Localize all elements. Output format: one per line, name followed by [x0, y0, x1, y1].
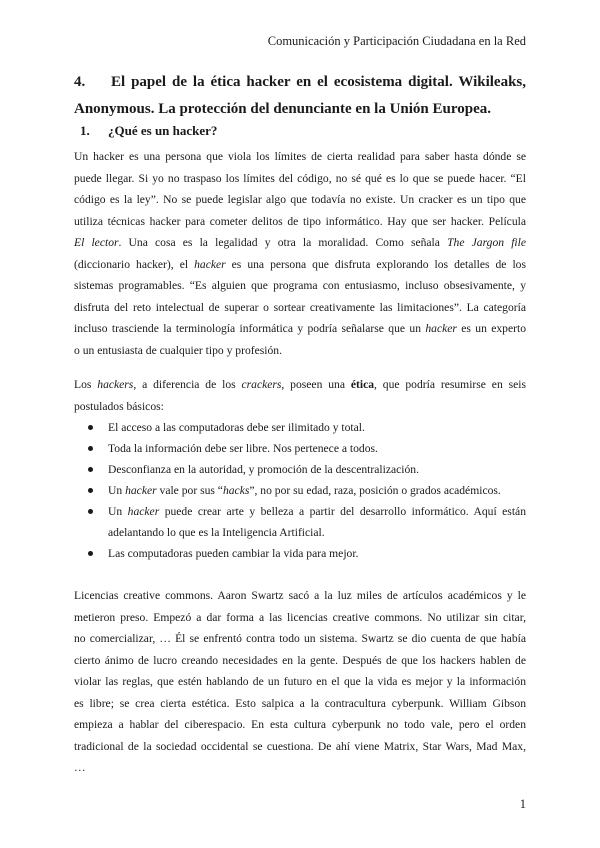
list-item-text: El acceso a las computadoras debe ser ilimitado y total. — [108, 421, 365, 434]
text-line — [74, 374, 526, 396]
subsection-number: 1. — [80, 123, 90, 138]
term-hackers: hackers — [97, 378, 134, 391]
film-title: El lector — [74, 236, 119, 249]
bullet-icon — [88, 488, 93, 493]
term-hacker: hacker — [194, 257, 226, 271]
term-hacker: hacker — [127, 505, 160, 518]
list-item — [74, 480, 526, 501]
text-line: sistemas programables. “Es alguien que programa con entusiasmo, incluso obsesivamente, y — [74, 279, 526, 292]
text-span: Los — [74, 378, 98, 391]
text-line: disfruta del reto intelectual de superar o sortear creativamente las limitaciones”. La categoría — [74, 300, 526, 314]
text-span: , poseen una — [281, 378, 351, 391]
text-line — [74, 318, 526, 340]
text-span: incluso trasciende la terminología informática y podría señalarse que un — [74, 322, 426, 335]
text-line: Licencias creative commons. Aaron Swartz sacó a la luz miles de artículos académicos y le — [74, 589, 526, 602]
text-span: Un — [108, 505, 128, 518]
bullet-icon — [88, 425, 93, 430]
section-heading — [74, 69, 526, 123]
text-line: utiliza técnicas hacker para cometer delitos de tipo informático. Hay que ser hacker. Película — [74, 214, 526, 228]
text-line: Un hacker es una persona que viola los límites de cierta realidad para saber hasta dónde se — [74, 150, 526, 163]
text-line — [74, 232, 526, 254]
text-span: vale por sus “ — [156, 484, 223, 497]
text-span: es una persona que disfruta explorando los detalles de los — [225, 257, 526, 271]
list-item — [74, 543, 526, 564]
text-line: empieza a hablar del ciberespacio. En esta cultura cyberpunk no todo vale, pero el orden — [74, 718, 526, 731]
bullet-icon — [88, 551, 93, 556]
list-item-text: Toda la información debe ser libre. Nos pertenece a todos. — [108, 442, 378, 455]
subsection-title: ¿Qué es un hacker? — [108, 123, 218, 138]
text-span: . Una cosa es la legalidad y otra la moralidad. Como señala — [118, 236, 448, 249]
term-hacks: hacks — [222, 484, 250, 497]
text-line: postulados básicos: — [74, 399, 164, 413]
text-line: cierto ánimo de lucro creando necesidades en la gente. Después de que los hackers hablen de — [74, 653, 526, 667]
bullet-icon — [88, 509, 93, 514]
term-crackers: crackers — [241, 378, 282, 391]
text-span: es un experto — [456, 322, 526, 335]
text-span: , que podría resumirse en seis — [374, 378, 526, 391]
list-item-text: Las computadoras pueden cambiar la vida para mejor. — [108, 547, 359, 560]
text-line: violar las reglas, que estén hablando de un futuro en el que la vida es mejor y la información — [74, 675, 526, 688]
text-line: puede llegar. Si yo no traspaso los límites del código, no sé qué es lo que se puede hacer. “El — [74, 171, 526, 185]
list-item — [74, 438, 526, 459]
section-heading-line-1 — [74, 69, 526, 96]
paragraph-hacker-ethics — [74, 374, 526, 417]
running-header: Comunicación y Participación Ciudadana en la Red — [267, 34, 526, 48]
section-title-part-2: Anonymous. La protección del denunciante en la Unión Europea. — [74, 101, 492, 117]
page-number: 1 — [519, 797, 526, 811]
text-line: no comercializar, … Él se enfrentó contra todo un sistema. Swartz se dio cuenta de que había — [74, 632, 526, 645]
term-etica: ética — [350, 378, 375, 391]
text-line: … — [74, 761, 86, 774]
paragraph-creative-commons — [74, 585, 526, 779]
text-span: , a diferencia de los — [133, 378, 242, 391]
text-line: tradicional de la sociedad occidental se cuestiona. De ahí viene Matrix, Star Wars, Mad Max, — [74, 739, 526, 753]
subsection-heading — [80, 123, 217, 139]
text-line: o un entusiasta de cualquier tipo y profesión. — [74, 343, 282, 357]
paragraph-hacker-definition — [74, 146, 526, 361]
text-span: puede crear arte y belleza a partir del desarrollo informático. Aquí están adelantando lo que es la Inteligencia Artificial. — [108, 505, 526, 539]
text-span: (diccionario hacker), el — [74, 257, 195, 271]
ethics-postulates-list — [74, 417, 526, 564]
text-line: metieron preso. Empezó a dar forma a las licencias creative commons. No utilizar sin citar, — [74, 610, 526, 624]
bullet-icon — [88, 467, 93, 472]
list-item-text: Desconfianza en la autoridad, y promoción de la descentralización. — [108, 463, 419, 476]
list-item — [74, 501, 526, 543]
book-title: The Jargon file — [447, 236, 526, 249]
term-hacker: hacker — [125, 484, 157, 497]
text-span: ”, no por su edad, raza, posición o grados académicos. — [249, 484, 501, 497]
bullet-icon — [88, 446, 93, 451]
list-item — [74, 417, 526, 438]
text-line — [74, 254, 526, 276]
section-number: 4. — [74, 74, 86, 90]
text-line: es libre; se crea cierta estética. Esto salpica a la contracultura cyberpunk. William Gibson — [74, 696, 526, 710]
list-item — [74, 459, 526, 480]
section-title-part-1: El papel de la ética hacker en el ecosistema digital. Wikileaks, — [111, 74, 526, 90]
text-span: Un — [108, 484, 126, 497]
term-hacker: hacker — [425, 322, 457, 335]
text-line: código es la ley”. No se puede legislar algo que todavía no existe. Un cracker es un tipo que — [74, 193, 526, 206]
